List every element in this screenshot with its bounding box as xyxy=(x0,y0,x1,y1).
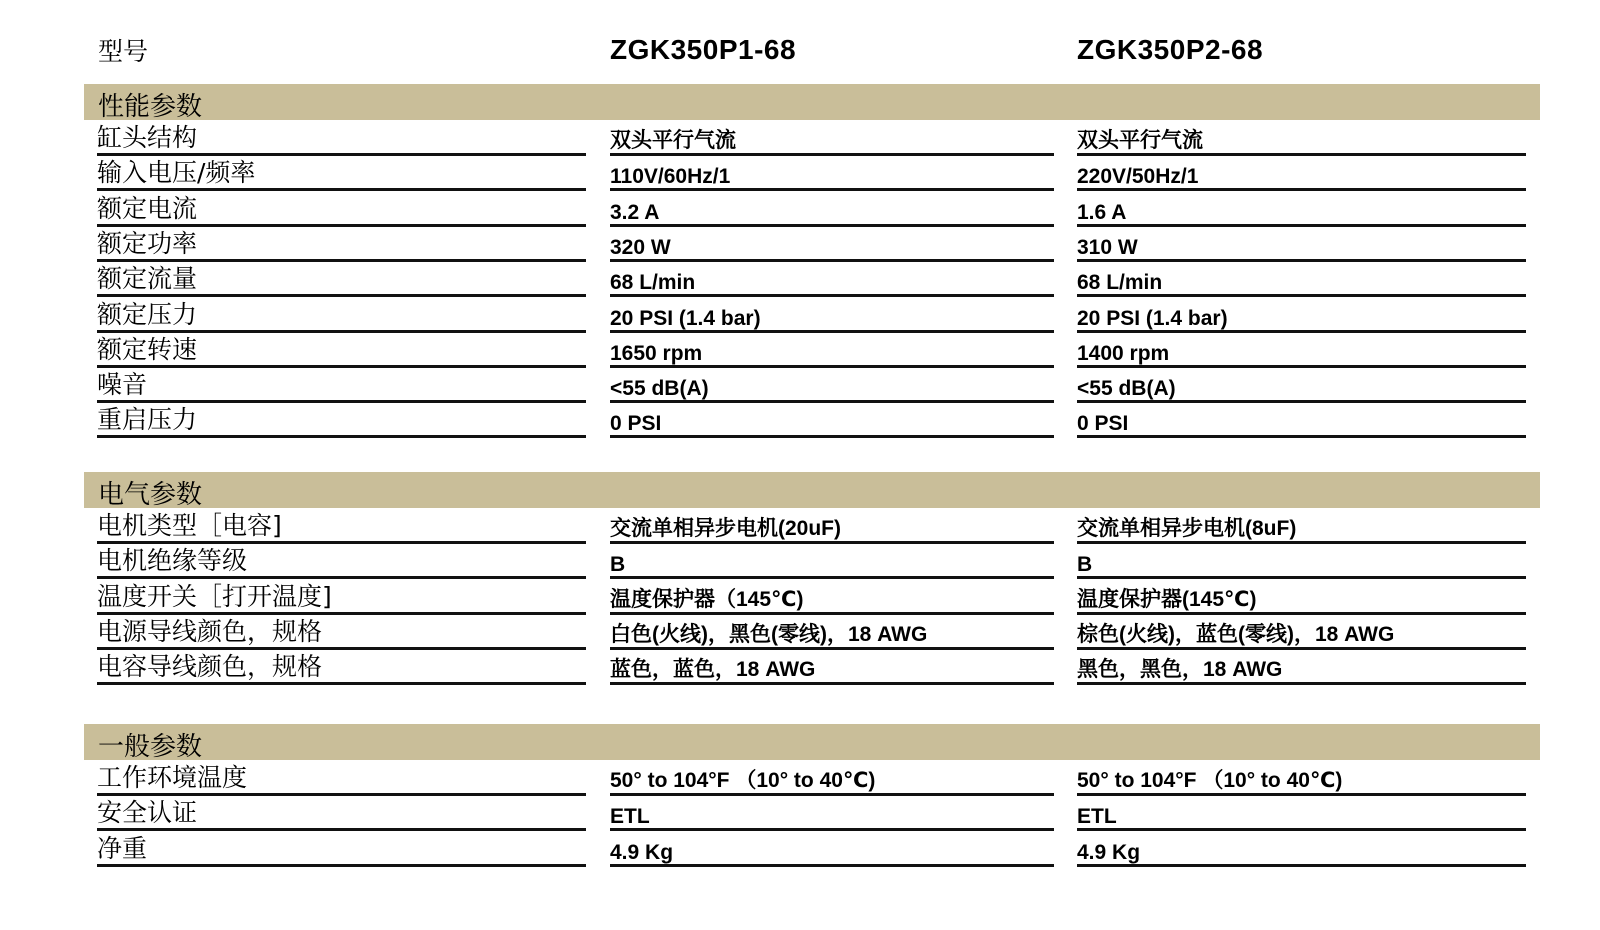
section-title: 一般参数 xyxy=(98,732,203,762)
model-1-value: 320 W xyxy=(610,235,671,259)
param-name-cell xyxy=(97,120,586,156)
param-name-cell xyxy=(97,508,586,544)
model-1-value-cell xyxy=(610,649,1054,685)
model-2-value: 220V/50Hz/1 xyxy=(1077,165,1199,189)
model-2-value-cell xyxy=(1077,831,1526,867)
param-name-cell xyxy=(97,155,586,191)
param-name-cell xyxy=(97,297,586,333)
model-1-value: 蓝色，蓝色，18 AWG xyxy=(610,658,816,682)
model-1-value-cell xyxy=(610,226,1054,262)
spec-row xyxy=(0,155,1600,191)
param-name-cell xyxy=(97,543,586,579)
spec-row xyxy=(0,508,1600,544)
model-1-value-cell xyxy=(610,614,1054,650)
spec-row xyxy=(0,120,1600,156)
model-2-value: 棕色(火线)，蓝色(零线)，18 AWG xyxy=(1077,622,1395,646)
model-2-value: B xyxy=(1077,553,1093,577)
model-1-value-cell xyxy=(610,367,1054,403)
spec-row xyxy=(0,831,1600,867)
section-header-band xyxy=(84,84,1540,120)
param-name: 温度开关［打开温度] xyxy=(97,581,332,611)
spec-row xyxy=(0,191,1600,227)
model-2-value: 310 W xyxy=(1077,235,1138,259)
model-1-value-cell xyxy=(610,155,1054,191)
model-name-2: ZGK350P2-68 xyxy=(1077,34,1264,65)
model-2-value: 温度保护器(145℃) xyxy=(1077,587,1257,611)
model-2-value-cell xyxy=(1077,261,1526,297)
spec-row xyxy=(0,614,1600,650)
param-name-cell xyxy=(97,191,586,227)
model-2-value: <55 dB(A) xyxy=(1077,377,1176,401)
section-header-band xyxy=(84,472,1540,508)
param-name: 缸头结构 xyxy=(97,123,198,152)
model-1-value-cell xyxy=(610,261,1054,297)
param-name: 额定电流 xyxy=(97,193,198,223)
param-name-cell xyxy=(97,367,586,403)
model-1-value-cell xyxy=(610,332,1054,368)
model-1-value: 白色(火线)，黑色(零线)，18 AWG xyxy=(610,622,928,646)
model-2-value-cell xyxy=(1077,297,1526,333)
param-name-cell xyxy=(97,760,586,796)
param-name: 额定压力 xyxy=(97,299,198,329)
param-name: 电机绝缘等级 xyxy=(97,546,248,576)
model-1-value-cell xyxy=(610,297,1054,333)
model-1-value-cell xyxy=(610,543,1054,579)
model-2-value: 68 L/min xyxy=(1077,271,1163,295)
model-1-value: B xyxy=(610,553,626,577)
spec-row xyxy=(0,543,1600,579)
param-name: 电机类型［电容] xyxy=(97,511,282,540)
model-1-value: 4.9 Kg xyxy=(610,840,674,864)
model-label: 型号 xyxy=(98,37,149,66)
model-2-value: 交流单相异步电机(8uF) xyxy=(1077,517,1297,540)
param-name-cell xyxy=(97,261,586,297)
model-1-value: 0 PSI xyxy=(610,412,662,436)
param-name: 噪音 xyxy=(97,370,148,400)
param-name: 净重 xyxy=(97,833,148,863)
model-2-value: 黑色，黑色，18 AWG xyxy=(1077,658,1283,682)
model-2-value: ETL xyxy=(1077,805,1117,829)
param-name-cell xyxy=(97,795,586,831)
model-1-value: 双头平行气流 xyxy=(610,129,736,152)
spec-row xyxy=(0,367,1600,403)
model-1-value: 温度保护器（145℃) xyxy=(610,587,804,611)
param-name: 额定转速 xyxy=(97,334,198,364)
model-2-value-cell xyxy=(1077,226,1526,262)
param-name: 重启压力 xyxy=(97,405,198,435)
param-name-cell xyxy=(97,332,586,368)
spec-row xyxy=(0,649,1600,685)
param-name-cell xyxy=(97,402,586,438)
model-2-value: 1400 rpm xyxy=(1077,341,1170,365)
spec-row xyxy=(0,579,1600,615)
model-1-value-cell xyxy=(610,579,1054,615)
model-1-value: 110V/60Hz/1 xyxy=(610,165,731,189)
model-2-value: 20 PSI (1.4 bar) xyxy=(1077,306,1228,330)
spec-header xyxy=(0,28,1600,74)
param-name-cell xyxy=(97,831,586,867)
spec-row xyxy=(0,402,1600,438)
param-name-cell xyxy=(97,579,586,615)
param-name-cell xyxy=(97,614,586,650)
param-name: 工作环境温度 xyxy=(97,763,248,792)
spec-row xyxy=(0,795,1600,831)
spec-row xyxy=(0,760,1600,796)
model-2-value-cell xyxy=(1077,508,1526,544)
model-1-value: 50° to 104°F （10° to 40℃) xyxy=(610,769,876,792)
spec-row xyxy=(0,332,1600,368)
model-1-value-cell xyxy=(610,831,1054,867)
model-1-value: 交流单相异步电机(20uF) xyxy=(610,517,841,540)
model-1-value-cell xyxy=(610,760,1054,796)
param-name: 电源导线颜色，规格 xyxy=(97,616,323,646)
model-2-value-cell xyxy=(1077,579,1526,615)
model-2-value: 1.6 A xyxy=(1077,200,1127,224)
model-2-value-cell xyxy=(1077,367,1526,403)
model-2-value-cell xyxy=(1077,614,1526,650)
param-name: 安全认证 xyxy=(97,798,198,828)
model-2-value-cell xyxy=(1077,543,1526,579)
param-name: 额定流量 xyxy=(97,264,198,294)
model-2-value: 4.9 Kg xyxy=(1077,840,1141,864)
model-2-value-cell xyxy=(1077,191,1526,227)
model-1-value-cell xyxy=(610,795,1054,831)
section-title: 性能参数 xyxy=(98,92,203,122)
param-name: 额定功率 xyxy=(97,228,198,258)
param-name-cell xyxy=(97,649,586,685)
model-1-value: 20 PSI (1.4 bar) xyxy=(610,306,761,330)
model-1-value: <55 dB(A) xyxy=(610,377,709,401)
model-1-value: 68 L/min xyxy=(610,271,696,295)
section-title: 电气参数 xyxy=(98,480,203,510)
model-1-value: ETL xyxy=(610,805,650,829)
model-1-value: 1650 rpm xyxy=(610,341,703,365)
model-2-value-cell xyxy=(1077,120,1526,156)
model-2-value: 双头平行气流 xyxy=(1077,129,1203,152)
model-1-value-cell xyxy=(610,191,1054,227)
model-2-value-cell xyxy=(1077,760,1526,796)
model-name-1: ZGK350P1-68 xyxy=(610,34,797,65)
param-name: 电容导线颜色，规格 xyxy=(97,652,323,682)
section-header-band xyxy=(84,724,1540,760)
model-1-value: 3.2 A xyxy=(610,200,660,224)
spec-row xyxy=(0,297,1600,333)
spec-row xyxy=(0,261,1600,297)
model-2-value-cell xyxy=(1077,332,1526,368)
model-1-value-cell xyxy=(610,120,1054,156)
param-name: 输入电压/频率 xyxy=(97,158,256,188)
model-2-value: 0 PSI xyxy=(1077,412,1129,436)
model-2-value-cell xyxy=(1077,402,1526,438)
model-1-value-cell xyxy=(610,508,1054,544)
param-name-cell xyxy=(97,226,586,262)
model-2-value: 50° to 104°F （10° to 40℃) xyxy=(1077,769,1343,792)
model-2-value-cell xyxy=(1077,155,1526,191)
model-2-value-cell xyxy=(1077,795,1526,831)
model-2-value-cell xyxy=(1077,649,1526,685)
model-1-value-cell xyxy=(610,402,1054,438)
spec-row xyxy=(0,226,1600,262)
